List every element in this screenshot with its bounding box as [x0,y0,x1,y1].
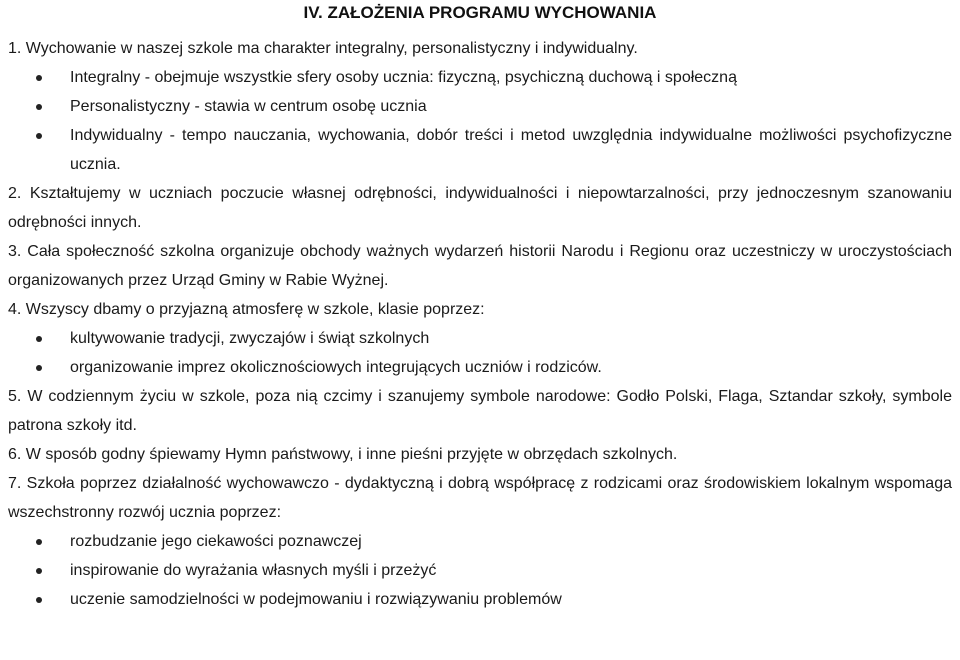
bullet-icon [36,133,42,139]
list-item: rozbudzanie jego ciekawości poznawczej [0,527,960,556]
section-1-bullets [0,63,960,179]
list-item: Indywidualny - tempo nauczania, wychowania, dobór treści i metod uwzględnia indywidualne możliwości psychofizyczne ucznia. [0,121,960,179]
section-1-text: 1. Wychowanie w naszej szkole ma charakter integralny, personalistyczny i indywidualny. [8,40,638,57]
section-3-text: 3. Cała społeczność szkolna organizuje obchody ważnych wydarzeń historii Narodu i Regionu oraz uczestniczy w uroczystościach organizowanych przez Urząd Gminy w Rabie Wyżnej. [8,243,952,289]
section-4-text: 4. Wszyscy dbamy o przyjazną atmosferę w szkole, klasie poprzez: [8,301,485,318]
bullet-icon [36,104,42,110]
bullet-icon [36,75,42,81]
bullet-icon [36,539,42,545]
bullet-icon [36,365,42,371]
bullet-icon [36,568,42,574]
page-title: IV. ZAŁOŻENIA PROGRAMU WYCHOWANIA [303,3,657,22]
section-4-bullets [0,324,960,382]
section-5-text: 5. W codziennym życiu w szkole, poza nią czcimy i szanujemy symbole narodowe: Godło Polski, Flaga, Sztandar szkoły, symbole patrona szkoły itd. [8,388,952,434]
document-content [0,34,960,614]
section-2-text: 2. Kształtujemy w uczniach poczucie własnej odrębności, indywidualności i niepowtarzalności, przy jednoczesnym szanowaniu odrębności innych. [8,185,952,231]
list-item: inspirowanie do wyrażania własnych myśli i przeżyć [0,556,960,585]
list-item: uczenie samodzielności w podejmowaniu i rozwiązywaniu problemów [0,585,960,614]
bullet-icon [36,597,42,603]
section-6-text: 6. W sposób godny śpiewamy Hymn państwowy, i inne pieśni przyjęte w obrzędach szkolnych. [8,446,678,463]
bullet-icon [36,336,42,342]
section-7-text: 7. Szkoła poprzez działalność wychowawczo - dydaktyczną i dobrą współpracę z rodzicami oraz środowiskiem lokalnym wspomaga wszechstronny rozwój ucznia poprzez: [8,475,952,521]
list-item: kultywowanie tradycji, zwyczajów i świąt szkolnych [0,324,960,353]
list-item: Integralny - obejmuje wszystkie sfery osoby ucznia: fizyczną, psychiczną duchową i społeczną [0,63,960,92]
section-7-bullets [0,527,960,614]
list-item: organizowanie imprez okolicznościowych integrujących uczniów i rodziców. [0,353,960,382]
list-item: Personalistyczny - stawia w centrum osobę ucznia [0,92,960,121]
